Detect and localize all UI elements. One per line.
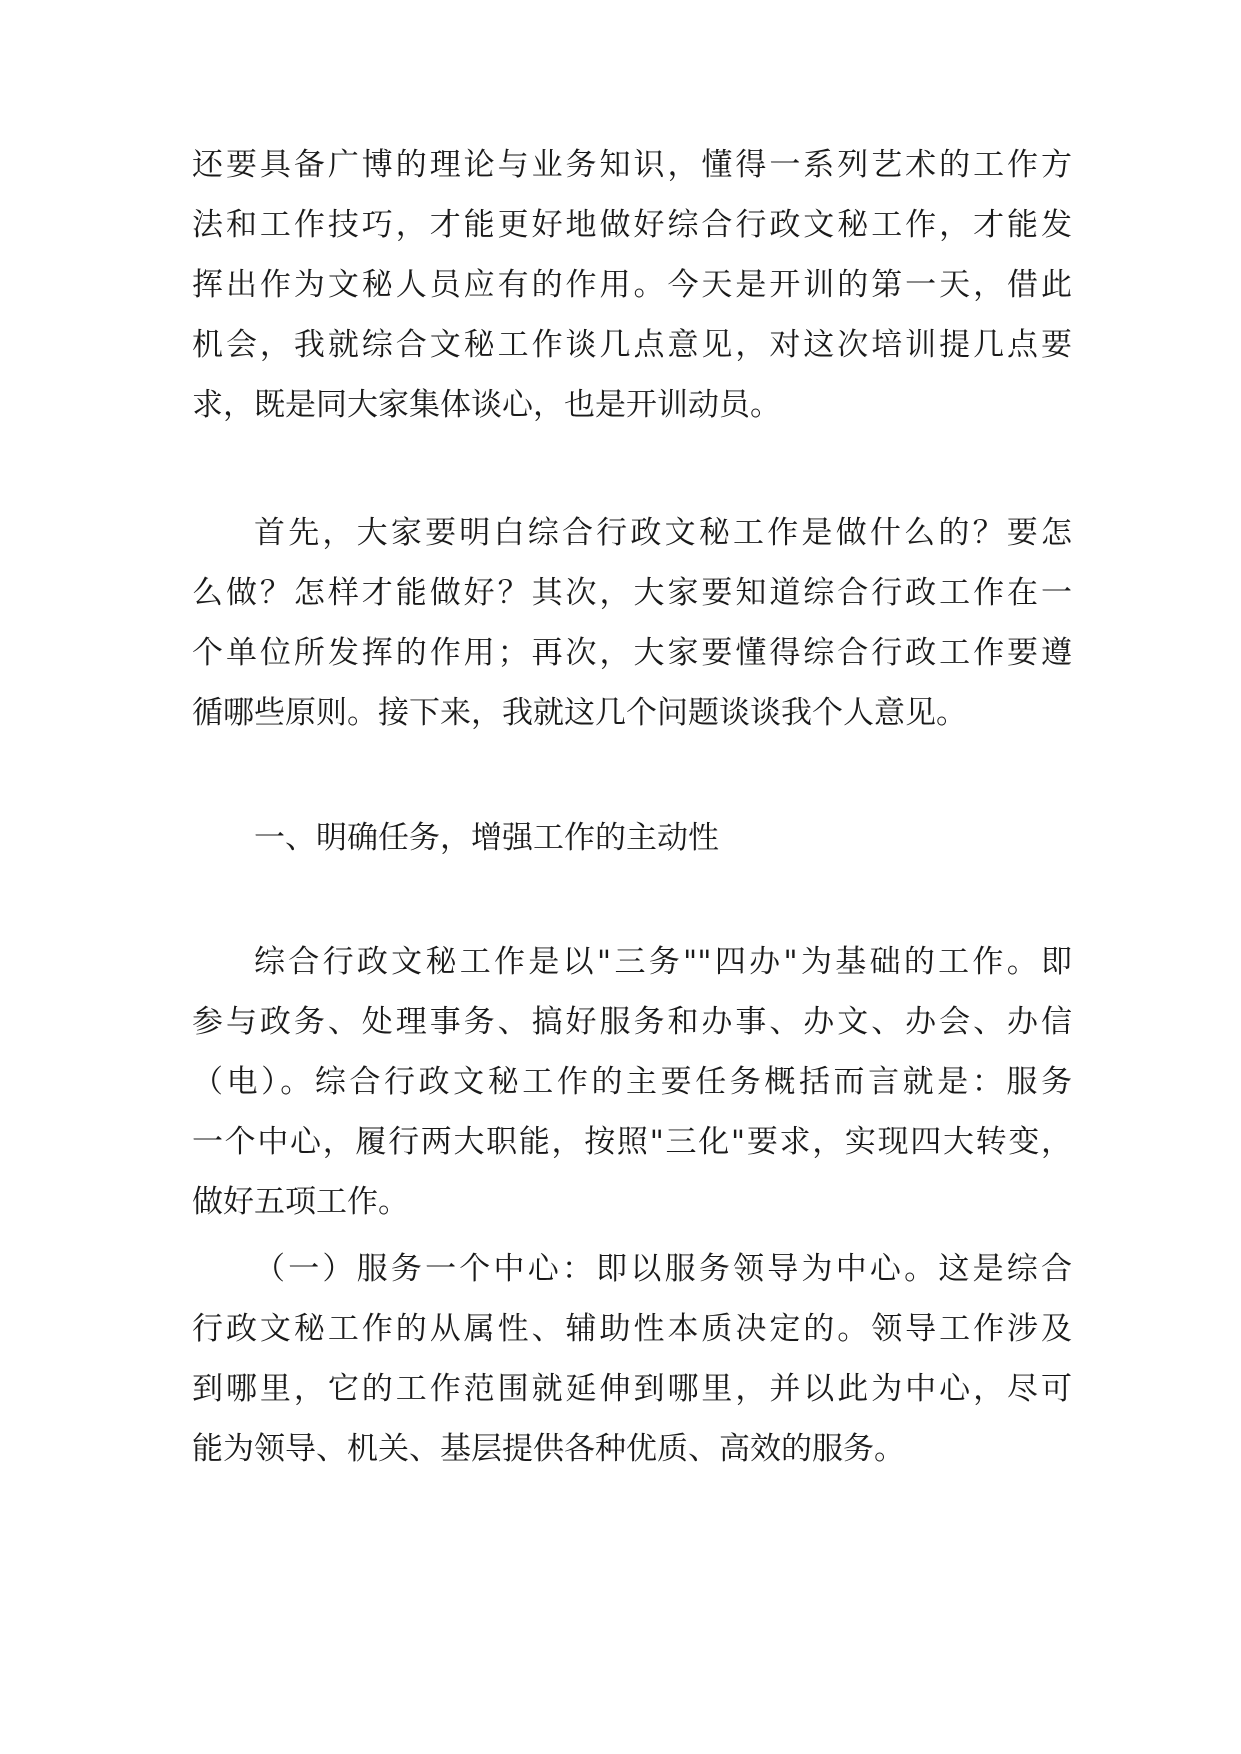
paragraph-line: 综合行政文秘工作是以"三务""四办"为基础的工作。即 — [254, 944, 1072, 980]
paragraph-line: 循哪些原则。接下来，我就这几个问题谈谈我个人意见。 — [192, 695, 967, 731]
paragraph-1 — [192, 135, 1072, 435]
paragraph-line: 参与政务、处理事务、搞好服务和办事、办文、办会、办信 — [192, 1004, 1072, 1040]
paragraph-line: 能为领导、机关、基层提供各种优质、高效的服务。 — [192, 1431, 905, 1467]
paragraph-line: 挥出作为文秘人员应有的作用。今天是开训的第一天，借此 — [192, 267, 1072, 303]
paragraph-line: 求，既是同大家集体谈心，也是开训动员。 — [192, 387, 781, 423]
paragraph-line: 到哪里，它的工作范围就延伸到哪里，并以此为中心，尽可 — [192, 1371, 1072, 1407]
paragraph-line: 一个中心，履行两大职能，按照"三化"要求，实现四大转变， — [192, 1124, 1072, 1160]
paragraph-line: 行政文秘工作的从属性、辅助性本质决定的。领导工作涉及 — [192, 1311, 1072, 1347]
paragraph-line: 个单位所发挥的作用；再次，大家要懂得综合行政工作要遵 — [192, 635, 1072, 671]
paragraph-line: 首先，大家要明白综合行政文秘工作是做什么的？要怎 — [254, 515, 1072, 551]
section-heading — [192, 808, 1072, 868]
paragraph-line: 还要具备广博的理论与业务知识，懂得一系列艺术的工作方 — [192, 147, 1072, 183]
paragraph-2 — [192, 503, 1072, 743]
paragraph-line: 做好五项工作。 — [192, 1184, 409, 1220]
paragraph-line: （一）服务一个中心：即以服务领导为中心。这是综合 — [254, 1251, 1072, 1287]
paragraph-4 — [192, 1239, 1072, 1479]
paragraph-line: 么做？怎样才能做好？其次，大家要知道综合行政工作在一 — [192, 575, 1072, 611]
paragraph-3 — [192, 932, 1072, 1232]
paragraph-line: 机会，我就综合文秘工作谈几点意见，对这次培训提几点要 — [192, 327, 1072, 363]
paragraph-line: （电）。综合行政文秘工作的主要任务概括而言就是：服务 — [192, 1064, 1072, 1100]
paragraph-line: 法和工作技巧，才能更好地做好综合行政文秘工作，才能发 — [192, 207, 1072, 243]
section-heading-text: 一、明确任务，增强工作的主动性 — [254, 820, 719, 856]
